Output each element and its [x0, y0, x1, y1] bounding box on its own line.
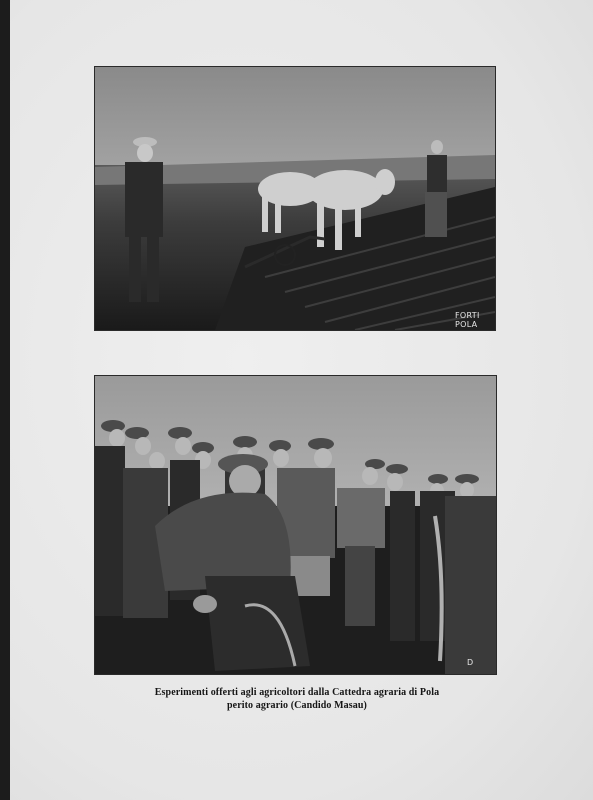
photo-caption: [110, 686, 484, 712]
caption-line-1: Esperimenti offerti agli agricoltori dalla Cattedra agraria di Pola: [154, 687, 440, 698]
caption-line-2: perito agrario (Candido Masau): [227, 700, 367, 711]
photo-signature: FORTI POLA: [455, 311, 480, 329]
photo-signature: D: [467, 658, 474, 667]
ploughing-photo: [95, 67, 495, 330]
document-page: [10, 0, 593, 800]
crowd-photo: [95, 376, 496, 674]
